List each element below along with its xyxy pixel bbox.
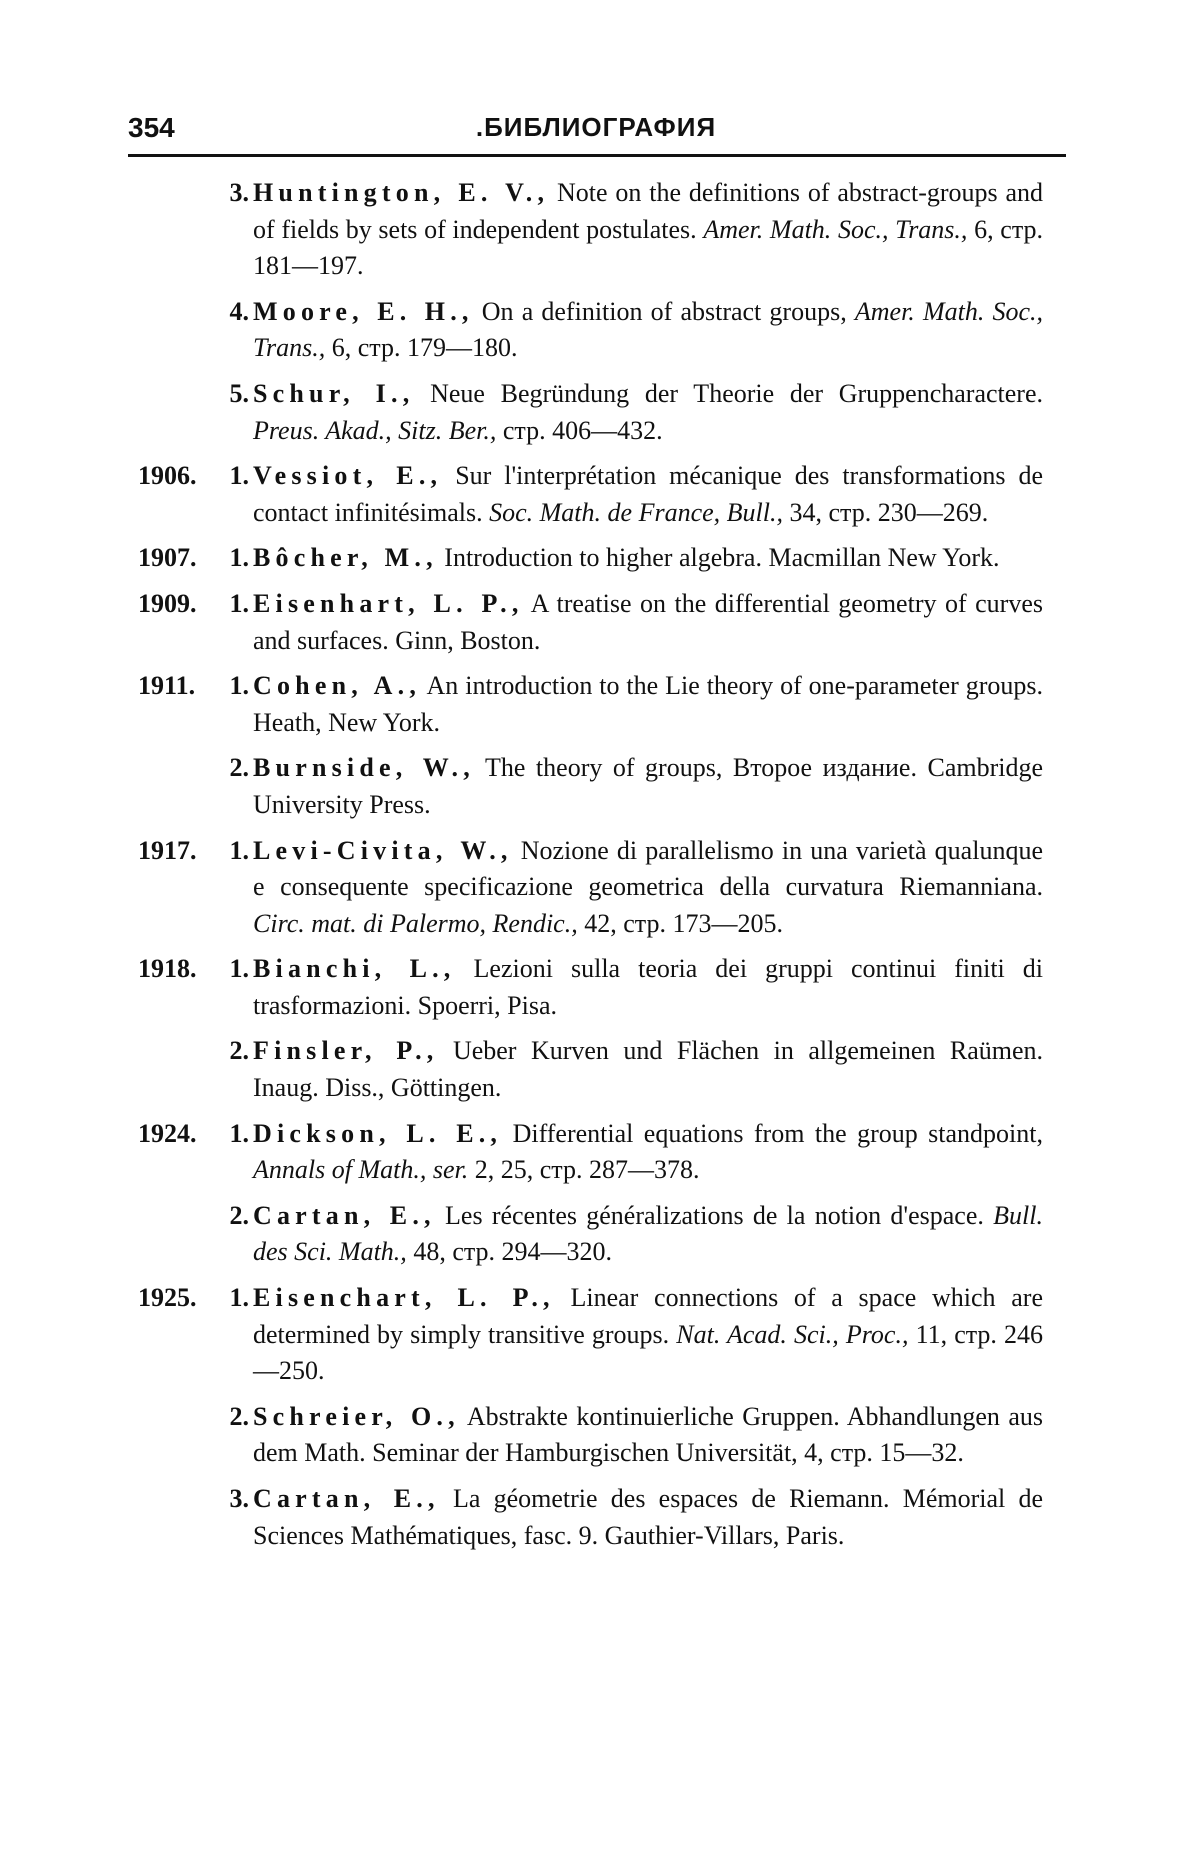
entry-details: 4, стр. 15—32. bbox=[804, 1438, 964, 1468]
entry-author: Schreier, O., bbox=[253, 1401, 460, 1431]
entry-number: 2. bbox=[229, 1036, 249, 1066]
entry-author: Schur, I., bbox=[253, 378, 415, 408]
entry-number: 4. bbox=[229, 296, 249, 326]
entry-details: 6, стр. 179—180. bbox=[331, 333, 518, 363]
entry-title: Introduction to higher algebra. Macmillan New York. bbox=[444, 543, 1000, 573]
entry-text bbox=[253, 175, 1043, 285]
entry-author: Finsler, P., bbox=[253, 1036, 439, 1066]
entry-text bbox=[253, 750, 1043, 823]
page-number: 354 bbox=[128, 112, 175, 143]
entry-number: 1. bbox=[229, 671, 249, 701]
entry-year: 1925. bbox=[138, 1283, 197, 1313]
entry-number: 1. bbox=[229, 835, 249, 865]
entry-author: Bôcher, M., bbox=[253, 543, 438, 573]
entry-year: 1909. bbox=[138, 588, 197, 618]
bibliography-entry bbox=[0, 1280, 1200, 1390]
entry-title: On a definition of abstract groups, bbox=[481, 296, 847, 326]
entry-number: 1. bbox=[229, 954, 249, 984]
entry-year: 1906. bbox=[138, 461, 197, 491]
entry-details: 11, стр. 246—250. bbox=[253, 1319, 1044, 1386]
entry-text bbox=[253, 951, 1043, 1024]
entry-number: 3. bbox=[229, 1484, 249, 1513]
entry-author: Eisenhart, L. P., bbox=[253, 588, 524, 618]
entry-journal: Soc. Math. de France, Bull., bbox=[489, 497, 783, 527]
entry-text bbox=[253, 1198, 1043, 1271]
bibliography-entry bbox=[0, 1198, 1200, 1271]
entry-number: 1. bbox=[229, 1283, 249, 1313]
bibliography-entry bbox=[0, 1481, 1200, 1554]
bibliography-entry bbox=[0, 668, 1200, 741]
entry-author: Dickson, L. E., bbox=[253, 1118, 503, 1148]
entry-journal: Amer. Math. Soc., Trans., bbox=[253, 296, 1044, 363]
bibliography-list bbox=[0, 175, 1200, 1563]
entry-title: Sur l'interprétation mécanique des transformations de contact infinitésimals. bbox=[253, 461, 1044, 527]
entry-year: 1907. bbox=[138, 543, 197, 573]
entry-title: Abstrakte kontinuierliche Gruppen. Abhandlungen aus dem Math. Seminar der Hamburgischen Universität, bbox=[253, 1401, 1043, 1468]
bibliography-entry bbox=[0, 833, 1200, 943]
entry-title: Ueber Kurven und Flächen in allgemeinen Raümen. Inaug. Diss., Göttingen. bbox=[253, 1036, 1044, 1103]
entry-year: 1924. bbox=[138, 1118, 197, 1148]
entry-title: Lezioni sulla teoria dei gruppi continui finiti di trasformazioni. Spoerri, Pisa. bbox=[253, 954, 1044, 1020]
bibliography-entry bbox=[0, 1116, 1200, 1189]
entry-number: 2. bbox=[229, 1200, 249, 1230]
bibliography-entry bbox=[0, 458, 1200, 531]
bibliography-entry bbox=[0, 1399, 1200, 1472]
entry-number: 2. bbox=[229, 1401, 249, 1431]
entry-text bbox=[253, 586, 1043, 659]
entry-text bbox=[253, 540, 1043, 577]
entry-author: Burnside, W., bbox=[253, 753, 475, 783]
running-title: .БИБЛИОГРАФИЯ bbox=[475, 112, 717, 142]
entry-title: The theory of groups, Второе издание. Cambridge University Press. bbox=[253, 753, 1044, 819]
entry-author: Cohen, A., bbox=[253, 671, 422, 701]
entry-text bbox=[253, 376, 1043, 449]
entry-text bbox=[253, 458, 1043, 531]
entry-number: 1. bbox=[229, 588, 249, 618]
bibliography-entry bbox=[0, 175, 1200, 285]
entry-title: Linear connections of a space which are determined by simply transitive groups. bbox=[253, 1283, 1043, 1349]
entry-text bbox=[253, 668, 1043, 741]
entry-author: Moore, E. H., bbox=[253, 296, 474, 326]
entry-author: Vessiot, E., bbox=[253, 461, 443, 491]
bibliography-entry bbox=[0, 376, 1200, 449]
entry-title: Neue Begründung der Theorie der Gruppencharactere. bbox=[430, 378, 1043, 408]
entry-author: Levi-Civita, W., bbox=[253, 835, 513, 865]
entry-number: 1. bbox=[229, 543, 249, 573]
entry-details: 2, 25, стр. 287—378. bbox=[474, 1155, 700, 1185]
entry-title: Nozione di parallelismo in una varietà qualunque e consequente specificazione geometrica della curvatura Riemanniana. bbox=[253, 835, 1043, 902]
entry-author: Eisenchart, L. P., bbox=[253, 1283, 555, 1313]
entry-title: An introduction to the Lie theory of one-parameter groups. Heath, New York. bbox=[253, 671, 1043, 737]
header-rule bbox=[128, 154, 1066, 157]
entry-author: Huntington, E. V., bbox=[253, 178, 550, 207]
entry-year: 1911. bbox=[138, 671, 196, 701]
entry-journal: Circ. mat. di Palermo, Rendic., bbox=[253, 908, 578, 938]
entry-journal: Preus. Akad., Sitz. Ber., bbox=[253, 415, 497, 445]
bibliography-entry bbox=[0, 586, 1200, 659]
entry-year: 1917. bbox=[138, 835, 197, 865]
entry-text bbox=[253, 1399, 1043, 1472]
entry-title: Note on the definitions of abstract-groups and of fields by sets of independent postulates. bbox=[253, 178, 1043, 244]
entry-author: Bianchi, L., bbox=[253, 954, 456, 984]
entry-text bbox=[253, 833, 1043, 943]
entry-number: 5. bbox=[229, 378, 249, 408]
entry-number: 3. bbox=[229, 178, 249, 207]
bibliography-entry bbox=[0, 750, 1200, 823]
entry-details: 42, стр. 173—205. bbox=[584, 908, 783, 938]
bibliography-entry bbox=[0, 951, 1200, 1024]
entry-number: 1. bbox=[229, 461, 249, 491]
entry-text bbox=[253, 1481, 1043, 1554]
entry-text bbox=[253, 294, 1043, 367]
page-header bbox=[128, 112, 1064, 152]
entry-author: Cartan, E., bbox=[253, 1200, 436, 1230]
entry-title: A treatise on the differential geometry of curves and surfaces. Ginn, Boston. bbox=[253, 588, 1043, 655]
entry-number: 2. bbox=[229, 753, 249, 783]
bibliography-entry bbox=[0, 540, 1200, 577]
entry-journal: Bull. des Sci. Math., bbox=[253, 1200, 1043, 1267]
bibliography-entry bbox=[0, 294, 1200, 367]
entry-title: La géometrie des espaces de Riemann. Mémorial de Sciences Mathématiques, fasc. 9. Gauthier-Villars, Paris. bbox=[253, 1484, 1043, 1550]
entry-text bbox=[253, 1280, 1043, 1390]
entry-details: стр. 406—432. bbox=[502, 415, 663, 445]
entry-number: 1. bbox=[229, 1118, 249, 1148]
entry-year: 1918. bbox=[138, 954, 197, 984]
bibliography-entry bbox=[0, 1033, 1200, 1106]
entry-journal: Nat. Acad. Sci., Proc., bbox=[676, 1319, 909, 1349]
entry-title: Les récentes généralizations de la notion d'espace. bbox=[445, 1200, 984, 1230]
entry-journal: Annals of Math., ser. bbox=[253, 1155, 469, 1185]
entry-journal: Amer. Math. Soc., Trans., bbox=[703, 214, 968, 244]
entry-details: 48, стр. 294—320. bbox=[413, 1237, 613, 1267]
entry-text bbox=[253, 1116, 1043, 1189]
entry-details: 34, стр. 230—269. bbox=[789, 497, 989, 527]
entry-author: Cartan, E., bbox=[253, 1484, 440, 1513]
entry-details: 6, стр. 181—197. bbox=[253, 214, 1043, 281]
entry-text bbox=[253, 1033, 1043, 1106]
entry-title: Differential equations from the group standpoint, bbox=[512, 1118, 1043, 1148]
